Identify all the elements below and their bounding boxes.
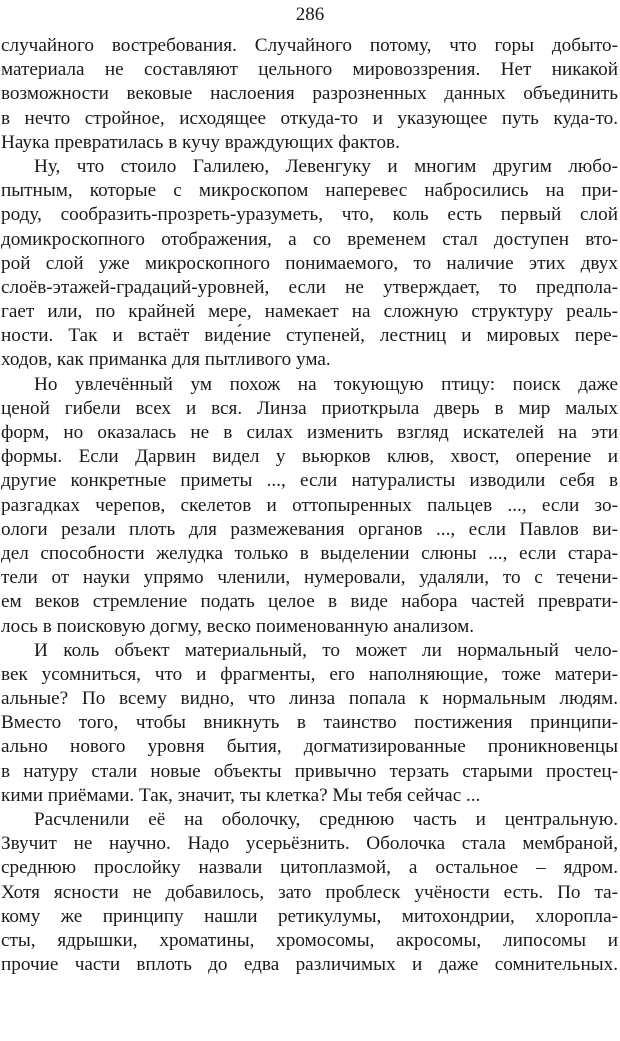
text-line: гает или, по крайней мере, намекает на сложную структуру реаль-: [1, 301, 618, 323]
text-line: Звучит не научно. Надо усерьёзнить. Оболочка стала мембраной,: [1, 833, 618, 855]
text-line: ходов, как приманка для пытливого ума.: [1, 349, 331, 371]
body-text: [0, 34, 620, 977]
text-line: И коль объект материальный, то может ли нормальный чело-: [34, 639, 618, 661]
text-line: век усомниться, что и фрагменты, его наполняющие, тоже матери-: [1, 663, 618, 685]
text-line: Но увлечённый ум похож на токующую птицу: поиск даже: [34, 373, 618, 395]
text-line: сты, ядрышки, хроматины, хромосомы, акросомы, липосомы и: [1, 929, 618, 951]
text-line: ценой гибели всех и вся. Линза приоткрыла дверь в мир малых: [1, 397, 618, 419]
text-line: Хотя ясности не добавилось, зато проблеск учёности есть. По та-: [1, 881, 618, 903]
text-line: случайного востребования. Случайного потому, что горы добыто-: [1, 35, 618, 56]
text-line: слоёв-этажей-градаций-уровней, если не утверждает, то предпола-: [1, 276, 618, 298]
text-line: Вместо того, чтобы вникнуть в таинство постижения принципи-: [1, 712, 618, 734]
text-line: разгадках черепов, скелетов и оттопыренных пальцев ..., если зо-: [1, 494, 618, 516]
text-line: ности. Так и встаёт виде́ние ступеней, лестниц и мировых пере-: [1, 325, 618, 347]
text-line: рой слой уже микроскопного понимаемого, то наличие этих двух: [1, 252, 618, 274]
text-line: пытным, которые с микроскопом наперевес набросились на при-: [1, 180, 618, 202]
text-line: кому же принципу нашли ретикулумы, митохондрии, хлоропла-: [1, 905, 618, 927]
text-line: Ну, что стоило Галилею, Левенгуку и многим другим любо-: [34, 155, 618, 177]
text-line: дел способности желудка только в выделении слюны ..., если стара-: [1, 542, 618, 564]
text-line: ем веков стремление подать целое в виде набора частей преврати-: [1, 591, 618, 613]
text-line: лось в поисковую догму, веско поименованную анализом.: [1, 615, 475, 637]
page-number: 286: [295, 4, 325, 25]
text-line: ологи резали плоть для размежевания органов ..., если Павлов ви-: [1, 518, 618, 540]
text-line: в натуру стали новые объекты привычно терзать старыми простец-: [1, 760, 618, 782]
text-line: Наука превратилась в кучу враждующих фактов.: [1, 131, 400, 153]
text-line: возможности вековые наслоения разрозненных данных объединить: [1, 83, 618, 105]
text-line: роду, сообразить-прозреть-уразуметь, что, коль есть первый слой: [1, 204, 618, 226]
text-line: форм, но оказалась не в силах изменить взгляд искателей на эти: [1, 422, 618, 443]
text-line: альные? По всему видно, что линза попала к нормальным людям.: [1, 688, 618, 710]
text-line: среднюю прослойку назвали цитоплазмой, а остальное – ядром.: [1, 857, 618, 879]
text-line: прочие части вплоть до едва различимых и даже сомнительных.: [1, 954, 618, 976]
text-line: Расчленили её на оболочку, среднюю часть и центральную.: [34, 809, 618, 830]
text-line: домикроскопного отображения, а со временем стал доступен вто-: [1, 228, 618, 250]
text-line: ально нового уровня бытия, догматизированные проникновенцы: [1, 736, 618, 758]
text-line: другие конкретные приметы ..., если натуралисты изводили себя в: [1, 470, 618, 492]
text-line: материала не составляют цельного мировоззрения. Нет никакой: [1, 59, 618, 81]
text-line: кими приёмами. Так, значит, ты клетка? Мы тебя сейчас ...: [1, 784, 481, 806]
text-line: тели от науки упрямо членили, нумеровали, удаляли, то с течени-: [1, 567, 618, 589]
text-line: формы. Если Дарвин видел у вьюрков клюв, хвост, оперение и: [1, 446, 618, 468]
text-line: в нечто стройное, исходящее откуда-то и указующее путь куда-то.: [1, 107, 618, 129]
